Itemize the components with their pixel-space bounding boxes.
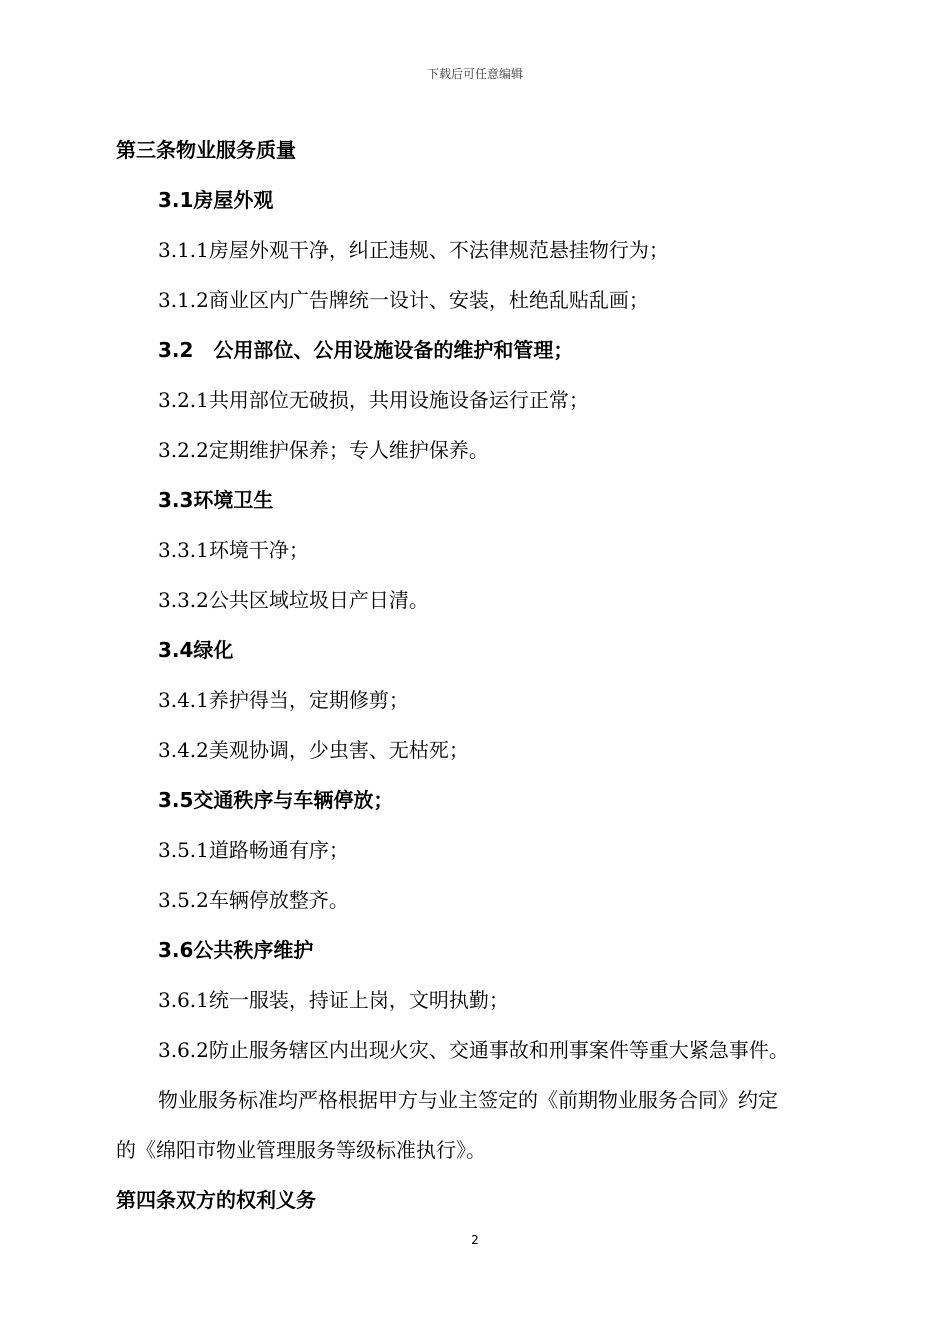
section-3-3-title: 3.3环境卫生 xyxy=(158,488,274,512)
section-3-1-title: 3.1房屋外观 xyxy=(158,188,274,212)
article-3-title: 第三条物业服务质量 xyxy=(116,138,296,162)
clause-3-5-1: 3.5.1道路畅通有序； xyxy=(158,838,349,862)
section-3-4-title: 3.4绿化 xyxy=(158,638,234,662)
standard-paragraph-line-2: 的《绵阳市物业管理服务等级标准执行》。 xyxy=(116,1138,486,1162)
clause-3-4-2: 3.4.2美观协调，少虫害、无枯死； xyxy=(158,738,469,762)
clause-3-4-1: 3.4.1养护得当，定期修剪； xyxy=(158,688,409,712)
clause-3-1-1: 3.1.1房屋外观干净，纠正违规、不法律规范悬挂物行为； xyxy=(158,238,669,262)
section-3-2-title: 3.2 公用部位、公用设施设备的维护和管理； xyxy=(158,338,574,362)
clause-3-6-2: 3.6.2防止服务辖区内出现火灾、交通事故和刑事案件等重大紧急事件。 xyxy=(158,1038,789,1062)
clause-3-3-1: 3.3.1环境干净； xyxy=(158,538,309,562)
clause-3-1-2: 3.1.2商业区内广告牌统一设计、安装，杜绝乱贴乱画； xyxy=(158,288,649,312)
clause-3-3-2: 3.3.2公共区域垃圾日产日清。 xyxy=(158,588,429,612)
clause-3-6-1: 3.6.1统一服装，持证上岗，文明执勤； xyxy=(158,988,509,1012)
clause-3-2-1: 3.2.1共用部位无破损，共用设施设备运行正常； xyxy=(158,388,589,412)
clause-3-2-2: 3.2.2定期维护保养；专人维护保养。 xyxy=(158,438,489,462)
page-header: 下载后可任意编辑 xyxy=(426,67,523,81)
section-3-5-title: 3.5交通秩序与车辆停放； xyxy=(158,788,394,812)
section-3-6-title: 3.6公共秩序维护 xyxy=(158,938,314,962)
page-number: 2 xyxy=(471,1233,479,1247)
article-4-title: 第四条双方的权利义务 xyxy=(116,1188,316,1212)
standard-paragraph-line-1: 物业服务标准均严格根据甲方与业主签定的《前期物业服务合同》约定 xyxy=(158,1088,778,1112)
clause-3-5-2: 3.5.2车辆停放整齐。 xyxy=(158,888,349,912)
